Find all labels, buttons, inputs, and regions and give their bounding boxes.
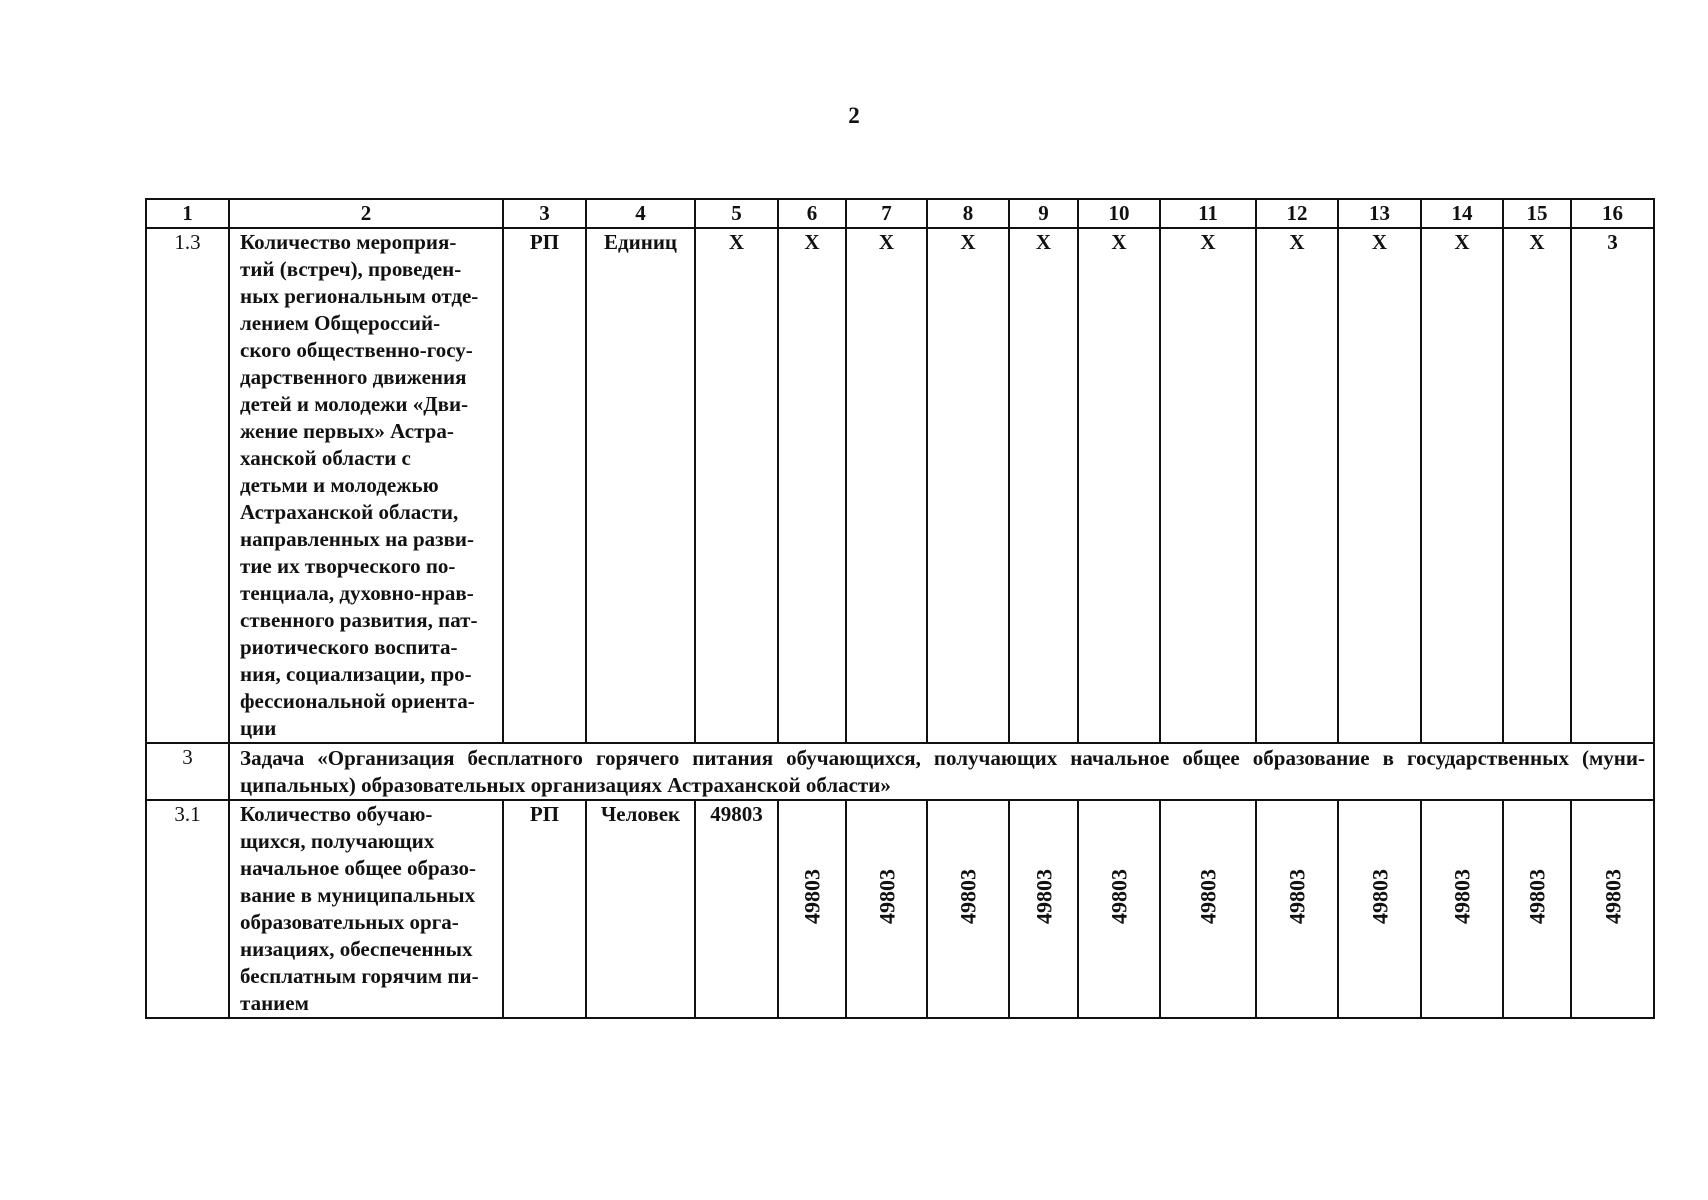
indicator-line: тий (встреч), проведен- bbox=[240, 257, 462, 281]
indicator-line: тие их творческого по- bbox=[240, 554, 456, 578]
unit-cell: Человек bbox=[586, 800, 695, 1018]
rotated-value: 49803 bbox=[955, 869, 981, 924]
indicator-line: щихся, получающих bbox=[240, 829, 435, 853]
table-row-3-1 bbox=[146, 800, 1654, 1018]
value-cell: X bbox=[1009, 228, 1078, 743]
header-cell: 3 bbox=[503, 199, 586, 228]
indicator-line: детей и молодежи «Дви- bbox=[240, 392, 469, 416]
value-cell bbox=[778, 800, 846, 1018]
row-number: 3 bbox=[146, 743, 229, 800]
task-text: Задача «Организация бесплатного горячего питания обучающихся, получающих начальное общее образование в государственных (муни-ципальных) образовательных организациях Астраханской области» bbox=[229, 743, 1654, 800]
indicator-name bbox=[229, 228, 503, 743]
value-cell: X bbox=[1421, 228, 1503, 743]
rotated-value: 49803 bbox=[1195, 869, 1221, 924]
rotated-value: 49803 bbox=[799, 869, 825, 924]
value-cell bbox=[1503, 800, 1571, 1018]
indicator-line: ния, социализации, про- bbox=[240, 662, 472, 686]
indicator-line: лением Общероссий- bbox=[240, 311, 441, 335]
value-cell: 3 bbox=[1571, 228, 1654, 743]
value-cell: X bbox=[1256, 228, 1338, 743]
indicator-line: тенциала, духовно-нрав- bbox=[240, 581, 474, 605]
rotated-value: 49803 bbox=[1284, 869, 1310, 924]
value-cell: X bbox=[927, 228, 1009, 743]
value-cell: X bbox=[1338, 228, 1421, 743]
indicator-line: дарственного движения bbox=[240, 365, 467, 389]
indicator-line: низациях, обеспеченных bbox=[240, 937, 473, 961]
value-cell bbox=[1338, 800, 1421, 1018]
header-cell: 7 bbox=[846, 199, 927, 228]
header-cell: 5 bbox=[695, 199, 778, 228]
value-cell bbox=[1009, 800, 1078, 1018]
indicator-line: Астраханской области, bbox=[240, 500, 459, 524]
header-cell: 10 bbox=[1078, 199, 1160, 228]
source-cell: РП bbox=[503, 800, 586, 1018]
value-cell bbox=[1078, 800, 1160, 1018]
header-cell: 1 bbox=[146, 199, 229, 228]
indicator-line: ханской области с bbox=[240, 446, 411, 470]
indicator-line: ции bbox=[240, 716, 277, 740]
header-cell: 4 bbox=[586, 199, 695, 228]
header-cell: 13 bbox=[1338, 199, 1421, 228]
value-cell bbox=[846, 800, 927, 1018]
header-cell: 11 bbox=[1160, 199, 1256, 228]
rotated-value: 49803 bbox=[1031, 869, 1056, 924]
table-row-1-3 bbox=[146, 228, 1654, 743]
unit-cell: Единиц bbox=[586, 228, 695, 743]
value-cell: X bbox=[1078, 228, 1160, 743]
header-cell: 14 bbox=[1421, 199, 1503, 228]
value-cell bbox=[1421, 800, 1503, 1018]
row-number: 1.3 bbox=[146, 228, 229, 743]
value-cell bbox=[1160, 800, 1256, 1018]
source-cell: РП bbox=[503, 228, 586, 743]
base-value-cell: 49803 bbox=[695, 800, 778, 1018]
indicator-line: ных региональным отде- bbox=[240, 284, 479, 308]
table-row-3 bbox=[146, 743, 1654, 800]
indicator-line: риотического воспита- bbox=[240, 635, 458, 659]
header-cell: 2 bbox=[229, 199, 503, 228]
rotated-value: 49803 bbox=[1106, 869, 1132, 924]
indicator-line: ственного развития, пат- bbox=[240, 608, 478, 632]
rotated-value: 49803 bbox=[1600, 869, 1625, 924]
indicator-line: танием bbox=[240, 991, 309, 1015]
value-cell bbox=[927, 800, 1009, 1018]
indicator-line: ского общественно-госу- bbox=[240, 338, 473, 362]
indicator-line: фессиональной ориента- bbox=[240, 689, 475, 713]
indicator-line: Количество обучаю- bbox=[240, 802, 433, 826]
rotated-value: 49803 bbox=[1449, 869, 1475, 924]
value-cell: X bbox=[846, 228, 927, 743]
header-cell: 15 bbox=[1503, 199, 1571, 228]
value-cell: X bbox=[1503, 228, 1571, 743]
page-number: 2 bbox=[848, 103, 860, 128]
rotated-value: 49803 bbox=[1524, 869, 1550, 924]
rotated-value: 49803 bbox=[1367, 869, 1392, 924]
indicator-line: бесплатным горячим пи- bbox=[240, 964, 479, 988]
indicator-name bbox=[229, 800, 503, 1018]
indicator-line: вание в муниципальных bbox=[240, 883, 476, 907]
indicator-line: направленных на разви- bbox=[240, 527, 475, 551]
indicator-line: детьми и молодежью bbox=[240, 473, 439, 497]
header-cell: 6 bbox=[778, 199, 846, 228]
indicators-table bbox=[145, 198, 1655, 1019]
value-cell bbox=[1256, 800, 1338, 1018]
value-cell bbox=[1571, 800, 1654, 1018]
indicator-line: Количество мероприя- bbox=[240, 230, 457, 254]
value-cell: X bbox=[695, 228, 778, 743]
table-header-row bbox=[146, 199, 1654, 228]
header-cell: 16 bbox=[1571, 199, 1654, 228]
header-cell: 8 bbox=[927, 199, 1009, 228]
indicator-line: начальное общее образо- bbox=[240, 856, 476, 880]
header-cell: 9 bbox=[1009, 199, 1078, 228]
rotated-value: 49803 bbox=[874, 869, 899, 924]
indicator-line: жение первых» Астра- bbox=[240, 419, 454, 443]
indicator-line: образовательных орга- bbox=[240, 910, 459, 934]
row-number: 3.1 bbox=[146, 800, 229, 1018]
value-cell: X bbox=[1160, 228, 1256, 743]
header-cell: 12 bbox=[1256, 199, 1338, 228]
value-cell: X bbox=[778, 228, 846, 743]
